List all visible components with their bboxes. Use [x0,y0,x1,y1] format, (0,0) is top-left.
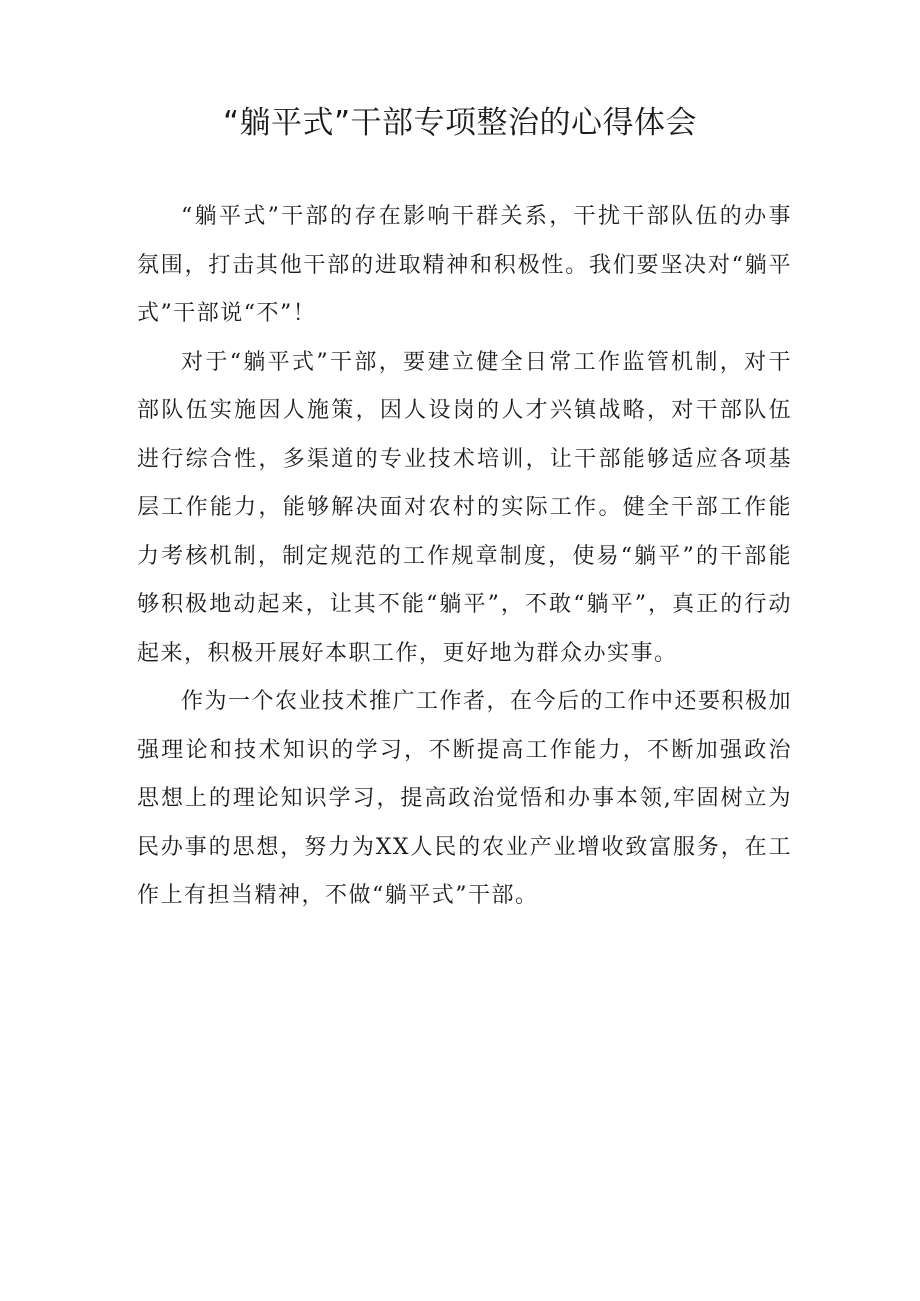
document-title: “躺平式”干部专项整治的心得体会 [222,105,698,141]
document-body [137,193,792,921]
paragraph-1: “躺平式”干部的存在影响干群关系，干扰干部队伍的办事氛围，打击其他干部的进取精神和积极性。我们要坚决对“躺平式”干部说“不”！ [137,204,792,326]
paragraph-3: 作为一个农业技术推广工作者，在今后的工作中还要积极加强理论和技术知识的学习，不断提高工作能力，不断加强政治思想上的理论知识学习，提高政治觉悟和办事本领,牢固树立为民办事的思想，努力为XX人民的农业产业增收致富服务，在工作上有担当精神，不做“躺平式”干部。 [137,689,793,908]
paragraph-2: 对于“躺平式”干部，要建立健全日常工作监管机制，对干部队伍实施因人施策，因人设岗的人才兴镇战略，对干部队伍进行综合性，多渠道的专业技术培训，让干部能够适应各项基层工作能力，能够解决面对农村的实际工作。健全干部工作能力考核机制，制定规范的工作规章制度，使易“躺平”的干部能够积极地动起来，让其不能“躺平”，不敢“躺平”，真正的行动起来，积极开展好本职工作，更好地为群众办实事。 [137,349,792,666]
